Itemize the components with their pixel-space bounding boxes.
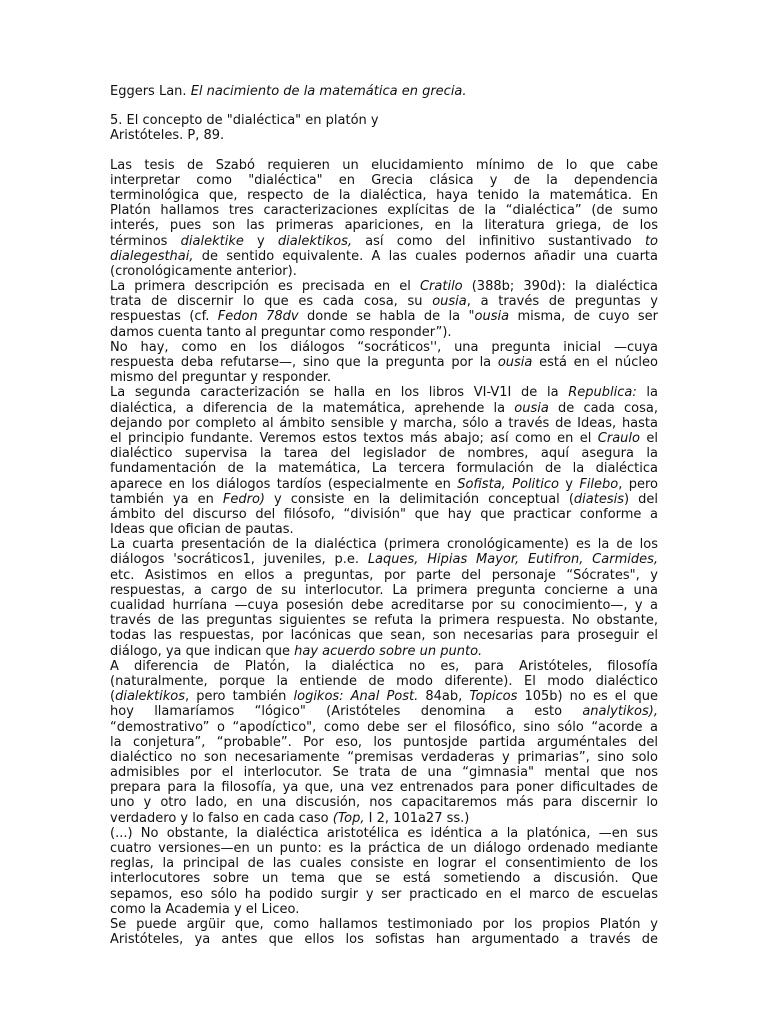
body-line: el principio fundante. Veremos estos textos más abajo; así como en el Craulo el (110, 430, 658, 446)
section-heading-line-1: 5. El concepto de "dialéctica" en platón y (110, 113, 379, 129)
body-line: dialéctico no son necesariamente “premisas verdaderas y primarias”, sino solo (110, 749, 658, 765)
body-line: Se puede argüir que, como hallamos testimoniado por los propios Platón y (110, 916, 658, 932)
body-line: etc. Asistimos en ellos a preguntas, por parte del personaje “Sócrates", y (110, 567, 658, 583)
body-line: aparece en los diálogos tardíos (especialmente en Sofista, Politico y Filebo, pero (110, 476, 658, 492)
citation-title: El nacimiento de la matemática en grecia. (190, 84, 467, 99)
body-line: Las tesis de Szabó requieren un elucidamiento mínimo de lo que cabe (110, 157, 658, 173)
body-text (110, 158, 658, 948)
body-line: través de las preguntas siguientes se refuta la primera respuesta. No obstante, (110, 613, 658, 629)
body-line: Platón hallamos tres caracterizaciones explícitas de la “dialéctica” (de sumo (110, 203, 658, 219)
body-line: terminológica que, respecto de la dialéctica, haya tenido la matemática. En (110, 187, 658, 203)
spacer (110, 99, 658, 113)
body-line: (cronológicamente anterior). (110, 263, 297, 279)
body-line: todas las respuestas, por lacónicas que sean, son necesarias para proseguir el (110, 628, 658, 644)
body-line: hoy llamaríamos “lógico" (Aristóteles denomina a esto analytikos), (110, 704, 658, 720)
body-line: mismo del preguntar y responder. (110, 370, 332, 386)
body-line: interés, pues son las primeras apariciones, en la literatura griega, de los (110, 218, 658, 234)
body-line: Aristóteles, ya antes que ellos los sofistas han argumentado a través de (110, 932, 658, 948)
body-line: La segunda caracterización se halla en los libros VI-V1I de la Republica: la (110, 385, 658, 401)
body-line: dejando por completo al ámbito sensible y marcha, sólo a través de Ideas, hasta (110, 415, 658, 431)
body-line: verdadero y lo falso en cada caso (Top, I 2, 101a27 ss.) (110, 810, 470, 826)
body-line: dialéctica, a diferencia de la matemática, aprehende la ousia de cada cosa, (110, 400, 658, 416)
body-line: A diferencia de Platón, la dialéctica no es, para Aristóteles, filosofía (110, 658, 658, 674)
body-line: como la Academia y el Liceo. (110, 901, 300, 917)
document-page (110, 84, 658, 947)
body-line: No hay, como en los diálogos “socráticos'', una pregunta inicial —cuya (110, 339, 658, 355)
body-line: (dialektikos, pero también logikos: Anal Post. 84ab, Topicos 105b) no es el que (110, 689, 658, 705)
body-line: fundamentación de la matemática, La tercera formulación de la dialéctica (110, 461, 658, 477)
body-line: dialegesthai, de sentido equivalente. A las cuales podernos añadir una cuarta (110, 248, 658, 264)
body-line: Ideas que ofician de pautas. (110, 522, 294, 538)
citation-header (110, 84, 658, 99)
body-line: uno y otro lado, en una discusión, nos capacitaremos más para discernir lo (110, 795, 658, 811)
body-line: admisibles por el interlocutor. Se trata de una “gimnasia" mental que nos (110, 765, 658, 781)
body-line: diálogo, ya que indican que hay acuerdo sobre un punto. (110, 643, 483, 659)
body-line: prepara para la filosofía, ya que, una vez entrenados para poner dificultades de (110, 780, 658, 796)
body-line: interlocutores sobre un tema que se está sometiendo a discusión. Que (110, 871, 658, 887)
body-line: cuatro versiones—en un punto: es la práctica de un diálogo ordenado mediante (110, 841, 658, 856)
section-heading-line-2: Aristóteles. P, 89. (110, 128, 225, 144)
body-line: ámbito del discurso del filósofo, “división" que hay que practicar conforme a (110, 506, 658, 522)
body-line: la conjetura”, “probable”. Por eso, los puntosjde partida arguméntales del (110, 734, 658, 750)
body-line: términos dialektike y dialektikos, así como del infinitivo sustantivado to (110, 233, 658, 249)
body-line: La primera descripción es precisada en el Cratilo (388b; 390d): la dialéctica (110, 279, 658, 295)
body-line: trata de discernir lo que es cada cosa, su ousia, a través de preguntas y (110, 294, 658, 310)
body-line: dialéctico supervisa la tarea del legislador de nombres, aquí asegura la (110, 446, 658, 462)
body-line: damos cuenta tanto al preguntar como responder”). (110, 324, 452, 340)
spacer (110, 144, 658, 158)
citation-author: Eggers Lan. (110, 84, 191, 99)
body-line: respuesta deba refutarse—, sino que la pregunta por la ousia está en el núcleo (110, 355, 658, 370)
body-line: respuestas (cf. Fedon 78dv donde se habla de la "ousia misma, de cuyo ser (110, 309, 658, 325)
body-line: respuestas, a cargo de su interlocutor. La primera pregunta concierne a una (110, 582, 658, 598)
body-line: “demostrativo” o “apodíctico", como debe ser el filosófico, sino sólo “acorde a (110, 719, 658, 735)
body-line: (naturalmente, porque la entiende de modo diferente). El modo dialéctico (110, 673, 658, 689)
body-line: La cuarta presentación de la dialéctica (primera cronológicamente) es la de los (110, 537, 658, 553)
body-line: (...) No obstante, la dialéctica aristotélica es idéntica a la platónica, —en sus (110, 825, 658, 841)
body-line: también ya en Fedro) y consiste en la delimitación conceptual (diatesis) del (110, 491, 658, 507)
body-line: sepamos, eso sólo ha podido surgir y ser practicado en el marco de escuelas (110, 886, 658, 902)
body-line: diálogos 'socráticos1, juveniles, p.e. Laques, Hipias Mayor, Eutifron, Carmides, (110, 552, 658, 568)
body-line: interpretar como "dialéctica" en Grecia clásica y de la dependencia (110, 172, 658, 188)
body-line: reglas, la principal de las cuales consiste en lograr el consentimiento de los (110, 856, 658, 872)
body-line: cualidad hurríana —cuya posesión debe acreditarse por su conocimiento—, y a (110, 598, 658, 613)
